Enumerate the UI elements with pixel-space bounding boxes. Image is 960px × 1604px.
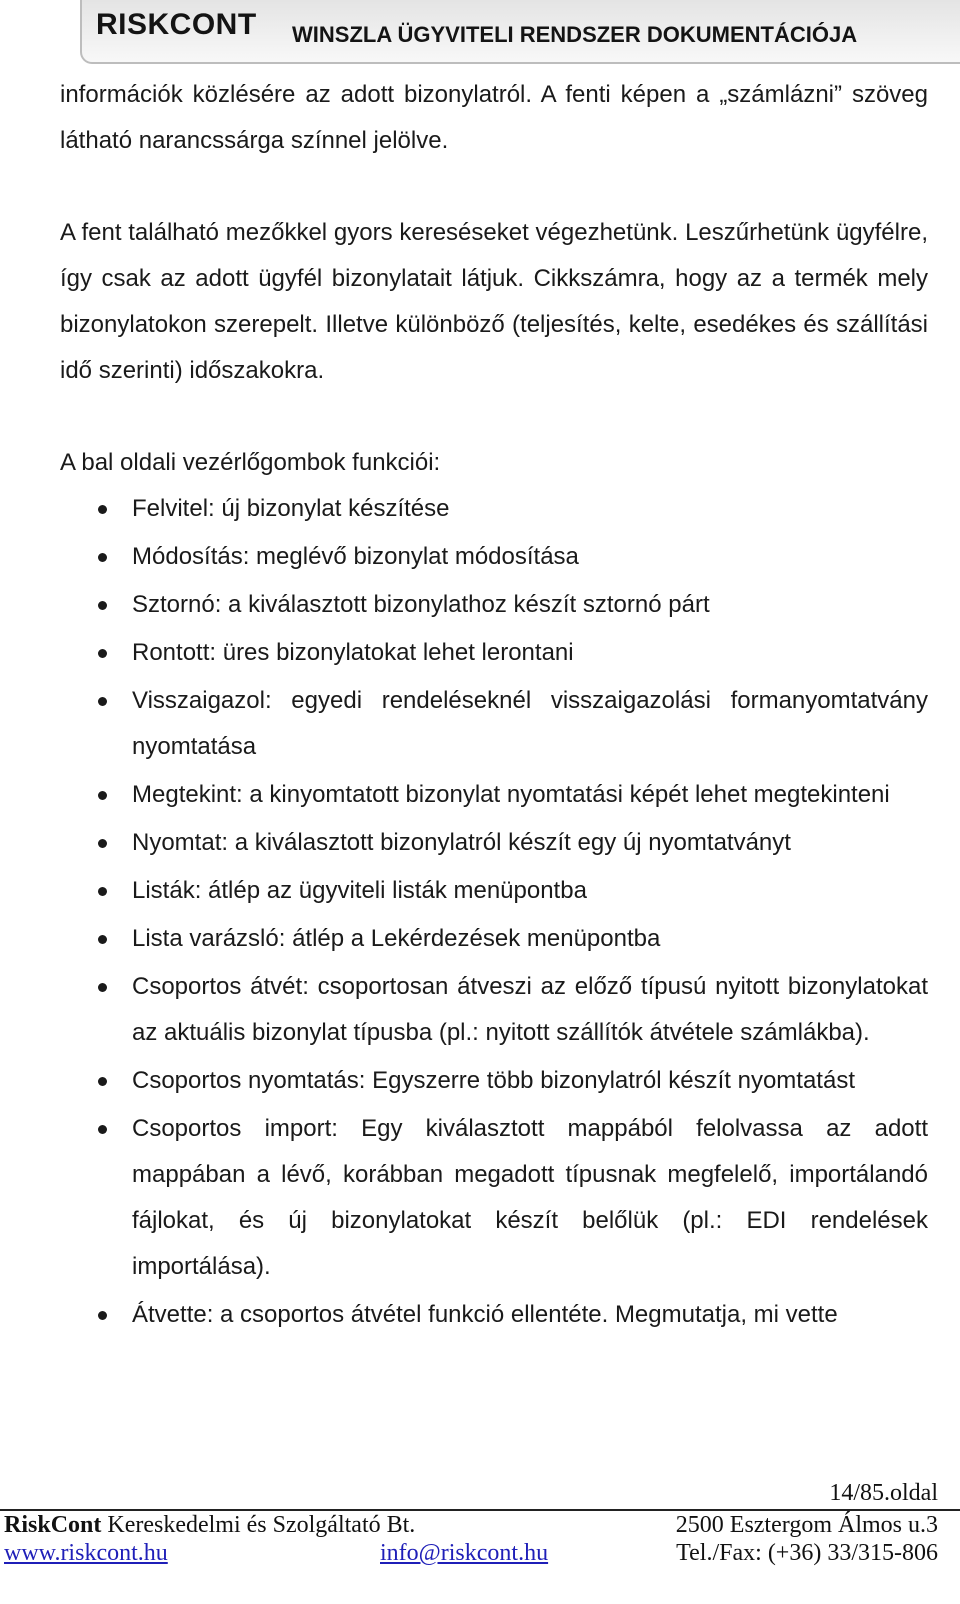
email-link[interactable]: info@riskcont.hu — [380, 1540, 549, 1566]
list-item: Nyomtat: a kiválasztott bizonylatról készít egy új nyomtatványt — [60, 820, 928, 866]
page-header — [80, 0, 960, 64]
bullet-icon — [98, 935, 107, 944]
footer-divider — [0, 1509, 960, 1511]
list-item: Visszaigazol: egyedi rendeléseknél visszaigazolási formanyomtatvány nyomtatása — [60, 678, 928, 770]
button-function-list — [60, 486, 928, 1338]
bullet-icon — [98, 697, 107, 706]
company-address: 2500 Esztergom Álmos u.3 — [675, 1512, 938, 1538]
page-number: 14/85.oldal — [829, 1480, 938, 1506]
paragraph-intro: információk közlésére az adott bizonylatról. A fenti képen a „számlázni” szöveg látható narancssárga színnel jelölve. — [60, 81, 928, 154]
website-link[interactable]: www.riskcont.hu — [4, 1540, 168, 1566]
phone-number: Tel./Fax: (+36) 33/315-806 — [676, 1540, 938, 1566]
bullet-icon — [98, 839, 107, 848]
bullet-icon — [98, 983, 107, 992]
list-item: Csoportos nyomtatás: Egyszerre több bizonylatról készít nyomtatást — [60, 1058, 928, 1104]
list-item: Megtekint: a kinyomtatott bizonylat nyomtatási képét lehet megtekinteni — [60, 772, 928, 818]
bullet-icon — [98, 649, 107, 658]
bullet-icon — [98, 887, 107, 896]
list-item: Listák: átlép az ügyviteli listák menüpontba — [60, 868, 928, 914]
paragraph-search: A fent található mezőkkel gyors kereséseket végezhetünk. Leszűrhetünk ügyfélre, így csak az adott ügyfél bizonylatait látjuk. Cikkszámra, hogy az a termék mely bizonylatokon szerepelt. Illetve különböző (teljesítés, kelte, esedékes és szállítási idő szerinti) időszakokra. — [60, 219, 928, 384]
company-name: RiskCont Kereskedelmi és Szolgáltató Bt. — [4, 1512, 416, 1538]
document-body — [60, 72, 928, 1340]
document-title: WINSZLA ÜGYVITELI RENDSZER DOKUMENTÁCIÓJA — [292, 22, 858, 47]
bullet-icon — [98, 505, 107, 514]
bullet-icon — [98, 601, 107, 610]
list-item: Csoportos import: Egy kiválasztott mappából felolvassa az adott mappában a lévő, korábban megadott típusnak megfelelő, importálandó fájlokat, és új bizonylatokat készít belőlük (pl.: EDI rendelések importálása). — [60, 1106, 928, 1290]
list-item: Rontott: üres bizonylatokat lehet lerontani — [60, 630, 928, 676]
bullet-icon — [98, 791, 107, 800]
list-item: Lista varázsló: átlép a Lekérdezések menüpontba — [60, 916, 928, 962]
list-item: Sztornó: a kiválasztott bizonylathoz készít sztornó párt — [60, 582, 928, 628]
brand-logo: RISKCONT — [96, 8, 257, 41]
list-item: Átvette: a csoportos átvétel funkció ellentéte. Megmutatja, mi vette — [60, 1292, 928, 1338]
list-item: Csoportos átvét: csoportosan átveszi az előző típusú nyitott bizonylatokat az aktuális bizonylat típusba (pl.: nyitott szállítók átvétele számlákba). — [60, 964, 928, 1056]
list-heading: A bal oldali vezérlőgombok funkciói: — [60, 449, 441, 476]
list-item: Módosítás: meglévő bizonylat módosítása — [60, 534, 928, 580]
bullet-icon — [98, 1077, 107, 1086]
list-item: Felvitel: új bizonylat készítése — [60, 486, 928, 532]
bullet-icon — [98, 1311, 107, 1320]
bullet-icon — [98, 553, 107, 562]
bullet-icon — [98, 1125, 107, 1134]
